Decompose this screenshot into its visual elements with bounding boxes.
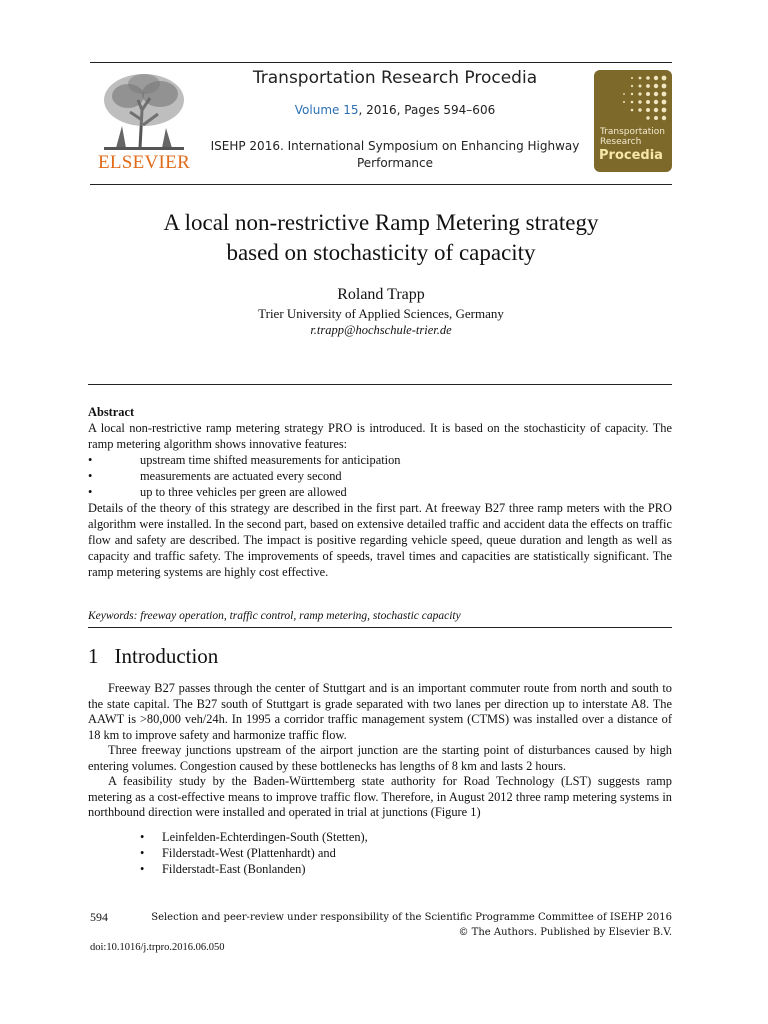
paper-title-line-2: based on stochasticity of capacity xyxy=(226,240,536,265)
list-item-text: Filderstadt-West (Plattenhardt) and xyxy=(162,846,336,860)
abstract-bullet xyxy=(88,484,672,500)
badge-line-1: Transportation xyxy=(600,127,665,137)
list-item xyxy=(140,861,368,877)
abstract-rule xyxy=(88,384,672,385)
page-number: 594 xyxy=(90,910,108,924)
list-item-text: Leinfelden-Echterdingen-South (Stetten), xyxy=(162,830,368,844)
volume-pages: , 2016, Pages 594–606 xyxy=(358,103,496,117)
body-paragraph: Three freeway junctions upstream of the airport junction are the starting point of disturbances caused by high entering volumes. Congestion caused by these bottlenecks has lengths of 8 km and lasts 2 hours. xyxy=(88,743,672,773)
conference-line xyxy=(200,138,590,172)
list-item xyxy=(140,829,368,845)
keywords-rule xyxy=(88,627,672,628)
bullet-icon: • xyxy=(88,469,93,483)
abstract-bullet-text: up to three vehicles per green are allowed xyxy=(140,485,347,499)
list-item xyxy=(140,845,368,861)
paper-title-line-1: A local non-restrictive Ramp Metering strategy xyxy=(163,210,599,235)
elsevier-wordmark: ELSEVIER xyxy=(97,152,191,173)
doi[interactable]: doi:10.1016/j.trpro.2016.06.050 xyxy=(90,942,225,953)
body-paragraph: A feasibility study by the Baden-Württemberg state authority for Road Technology (LST) suggests ramp metering as a cost-effective means to improve traffic flow. Therefore, in August 2012 three ramp metering systems in northbound direction were installed and operated in trial at junctions (Figure 1) xyxy=(88,774,672,819)
volume-line xyxy=(210,103,580,117)
procedia-dots-icon xyxy=(594,70,672,130)
body-paragraph: Freeway B27 passes through the center of Stuttgart and is an important commuter route from north and south to the state capital. The B27 south of Stuttgart is grade separated with two lanes per direction up to interstate A8. The AAWT is >80,000 veh/24h. In 1995 a corridor traffic management system (CTMS) was installed over a distance of 18 km to improve safety and harmonize traffic flow. xyxy=(88,681,672,742)
journal-title: Transportation Research Procedia xyxy=(252,68,538,88)
abstract-bullet xyxy=(88,452,672,468)
section-title: Introduction xyxy=(114,644,219,668)
section-body xyxy=(88,681,672,821)
abstract-body: Details of the theory of this strategy are described in the first part. At freeway B27 three ramp meters with the PRO algorithm were installed. In the second part, based on extensive detailed traffic and accident data the effects on traffic flow and safety are described. The impact is positive regarding vehicle speed, queue duration and length as well as capacity and traffic safety. The improvements of speeds, travel times and capacities are statistically significant. The ramp metering systems are highly cost effective. xyxy=(88,501,672,579)
abstract-heading: Abstract xyxy=(88,405,135,419)
list-item-text: Filderstadt-East (Bonlanden) xyxy=(162,862,306,876)
section-number: 1 xyxy=(88,644,99,668)
abstract-intro: A local non-restrictive ramp metering strategy PRO is introduced. It is based on the stochasticity of capacity. The ramp metering algorithm shows innovative features: xyxy=(88,421,672,451)
abstract-bullet xyxy=(88,468,672,484)
footer-line-2: © The Authors. Published by Elsevier B.V. xyxy=(458,927,672,938)
abstract-bullet-text: measurements are actuated every second xyxy=(140,469,342,483)
bullet-icon: • xyxy=(140,846,145,860)
author-email[interactable]: r.trapp@hochschule-trier.de xyxy=(310,323,452,337)
paper-title xyxy=(90,208,672,268)
volume-link[interactable]: Volume 15 xyxy=(294,103,359,117)
header-rule xyxy=(90,184,672,185)
bullet-icon: • xyxy=(88,453,93,467)
conference-line-2: Performance xyxy=(356,156,434,170)
footer-note xyxy=(120,910,672,940)
badge-line-2: Research xyxy=(600,137,642,147)
footer-line-1: Selection and peer-review under responsibility of the Scientific Programme Committee of ISEHP 2016 xyxy=(151,912,672,923)
author-name: Roland Trapp xyxy=(337,286,425,303)
bullet-icon: • xyxy=(140,830,145,844)
section-heading xyxy=(88,644,218,669)
junction-list xyxy=(140,829,368,877)
procedia-badge xyxy=(594,70,672,172)
author-affiliation: Trier University of Applied Sciences, Germany xyxy=(258,306,504,321)
badge-line-3: Procedia xyxy=(599,148,663,163)
top-rule xyxy=(90,62,672,63)
bullet-icon: • xyxy=(88,485,93,499)
keywords: Keywords: freeway operation, traffic control, ramp metering, stochastic capacity xyxy=(88,610,461,622)
bullet-icon: • xyxy=(140,862,145,876)
conference-line-1: ISEHP 2016. International Symposium on Enhancing Highway xyxy=(210,139,580,153)
abstract xyxy=(88,404,672,580)
abstract-bullet-text: upstream time shifted measurements for anticipation xyxy=(140,453,401,467)
